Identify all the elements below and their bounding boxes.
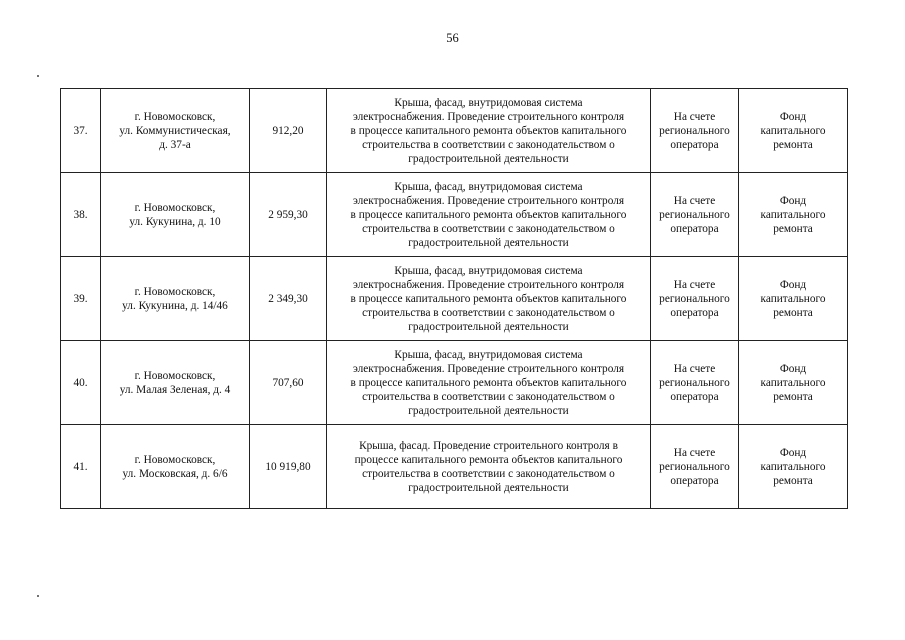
address-line: ул. Московская, д. 6/6 — [122, 467, 228, 480]
works-description-line: строительства в соответствии с законодательством о — [362, 222, 615, 235]
table-row — [61, 425, 848, 509]
address-line: г. Новомосковск, — [134, 453, 216, 466]
works-description-line: в процессе капитального ремонта объектов капитального — [350, 124, 627, 137]
works-description-cell — [327, 173, 651, 257]
table-row — [61, 257, 848, 341]
works-description-line: Крыша, фасад, внутридомовая система — [394, 180, 583, 193]
funding-source-line: капитального — [760, 376, 826, 389]
works-description-cell — [327, 257, 651, 341]
funding-method-line: регионального — [659, 124, 730, 137]
scan-speck — [37, 595, 39, 597]
funding-source-line: ремонта — [773, 474, 813, 487]
funding-source-line: Фонд — [779, 362, 807, 375]
works-description-line: в процессе капитального ремонта объектов капитального — [350, 292, 627, 305]
works-description-line: в процессе капитального ремонта объектов капитального — [350, 208, 627, 221]
funding-source-line: Фонд — [779, 278, 807, 291]
funding-source-cell — [739, 425, 848, 509]
funding-method-cell — [651, 257, 739, 341]
row-number-cell: 41. — [61, 425, 101, 509]
works-description-line: градостроительной деятельности — [408, 320, 569, 333]
row-number-cell: 40. — [61, 341, 101, 425]
funding-source-line: капитального — [760, 208, 826, 221]
cost-cell: 10 919,80 — [250, 425, 327, 509]
address-line: г. Новомосковск, — [134, 110, 216, 123]
address-line: ул. Коммунистическая, — [119, 124, 231, 137]
funding-source-line: ремонта — [773, 390, 813, 403]
funding-source-line: Фонд — [779, 446, 807, 459]
funding-method-line: На счете — [673, 278, 716, 291]
funding-source-cell — [739, 341, 848, 425]
works-description-cell — [327, 89, 651, 173]
row-number-cell: 38. — [61, 173, 101, 257]
funding-method-line: На счете — [673, 194, 716, 207]
works-description-line: в процессе капитального ремонта объектов капитального — [350, 376, 627, 389]
address-cell — [101, 89, 250, 173]
funding-method-line: На счете — [673, 446, 716, 459]
works-description-line: градостроительной деятельности — [408, 481, 569, 494]
funding-method-line: На счете — [673, 110, 716, 123]
funding-method-line: оператора — [670, 390, 719, 403]
works-description-line: электроснабжения. Проведение строительного контроля — [352, 362, 625, 375]
row-number-cell: 37. — [61, 89, 101, 173]
table-body — [61, 89, 848, 509]
address-line: д. 37-а — [159, 138, 191, 151]
funding-method-line: оператора — [670, 138, 719, 151]
works-description-cell — [327, 341, 651, 425]
table-row — [61, 89, 848, 173]
funding-source-line: Фонд — [779, 194, 807, 207]
works-description-line: строительства в соответствии с законодательством о — [362, 306, 615, 319]
address-cell — [101, 341, 250, 425]
funding-method-cell — [651, 341, 739, 425]
works-description-line: Крыша, фасад, внутридомовая система — [394, 96, 583, 109]
works-description-line: электроснабжения. Проведение строительного контроля — [352, 194, 625, 207]
funding-source-line: капитального — [760, 124, 826, 137]
funding-source-line: ремонта — [773, 222, 813, 235]
address-line: ул. Малая Зеленая, д. 4 — [119, 383, 231, 396]
works-description-line: градостроительной деятельности — [408, 152, 569, 165]
funding-method-cell — [651, 425, 739, 509]
table-row — [61, 341, 848, 425]
works-description-line: Крыша, фасад, внутридомовая система — [394, 264, 583, 277]
funding-method-line: оператора — [670, 222, 719, 235]
funding-source-line: капитального — [760, 292, 826, 305]
funding-source-line: ремонта — [773, 138, 813, 151]
repair-works-table — [60, 88, 848, 509]
row-number-cell: 39. — [61, 257, 101, 341]
funding-method-line: регионального — [659, 292, 730, 305]
funding-method-line: оператора — [670, 306, 719, 319]
page-number: 56 — [446, 31, 459, 45]
address-cell — [101, 257, 250, 341]
works-description-line: градостроительной деятельности — [408, 236, 569, 249]
works-description-line: строительства в соответствии с законодательством о — [362, 138, 615, 151]
funding-source-line: Фонд — [779, 110, 807, 123]
funding-source-line: ремонта — [773, 306, 813, 319]
address-line: г. Новомосковск, — [134, 369, 216, 382]
funding-source-cell — [739, 257, 848, 341]
works-description-line: градостроительной деятельности — [408, 404, 569, 417]
works-description-line: строительства в соответствии с законодательством о — [362, 390, 615, 403]
works-description-line: Крыша, фасад, внутридомовая система — [394, 348, 583, 361]
funding-method-line: регионального — [659, 460, 730, 473]
address-line: г. Новомосковск, — [134, 285, 216, 298]
address-cell — [101, 425, 250, 509]
address-line: г. Новомосковск, — [134, 201, 216, 214]
address-cell — [101, 173, 250, 257]
funding-source-cell — [739, 89, 848, 173]
cost-cell: 2 959,30 — [250, 173, 327, 257]
address-line: ул. Кукунина, д. 10 — [129, 215, 221, 228]
works-description-line: электроснабжения. Проведение строительного контроля — [352, 110, 625, 123]
works-description-cell — [327, 425, 651, 509]
funding-method-cell — [651, 89, 739, 173]
funding-source-cell — [739, 173, 848, 257]
works-description-line: Крыша, фасад. Проведение строительного контроля в — [359, 439, 618, 452]
cost-cell: 707,60 — [250, 341, 327, 425]
works-description-line: строительства в соответствии с законодательством о — [362, 467, 615, 480]
works-description-line: процессе капитального ремонта объектов капитального — [354, 453, 623, 466]
funding-method-line: оператора — [670, 474, 719, 487]
address-line: ул. Кукунина, д. 14/46 — [122, 299, 228, 312]
funding-method-line: На счете — [673, 362, 716, 375]
funding-source-line: капитального — [760, 460, 826, 473]
funding-method-line: регионального — [659, 208, 730, 221]
works-description-line: электроснабжения. Проведение строительного контроля — [352, 278, 625, 291]
table-row — [61, 173, 848, 257]
funding-method-cell — [651, 173, 739, 257]
funding-method-line: регионального — [659, 376, 730, 389]
cost-cell: 912,20 — [250, 89, 327, 173]
scan-speck — [37, 75, 39, 77]
cost-cell: 2 349,30 — [250, 257, 327, 341]
